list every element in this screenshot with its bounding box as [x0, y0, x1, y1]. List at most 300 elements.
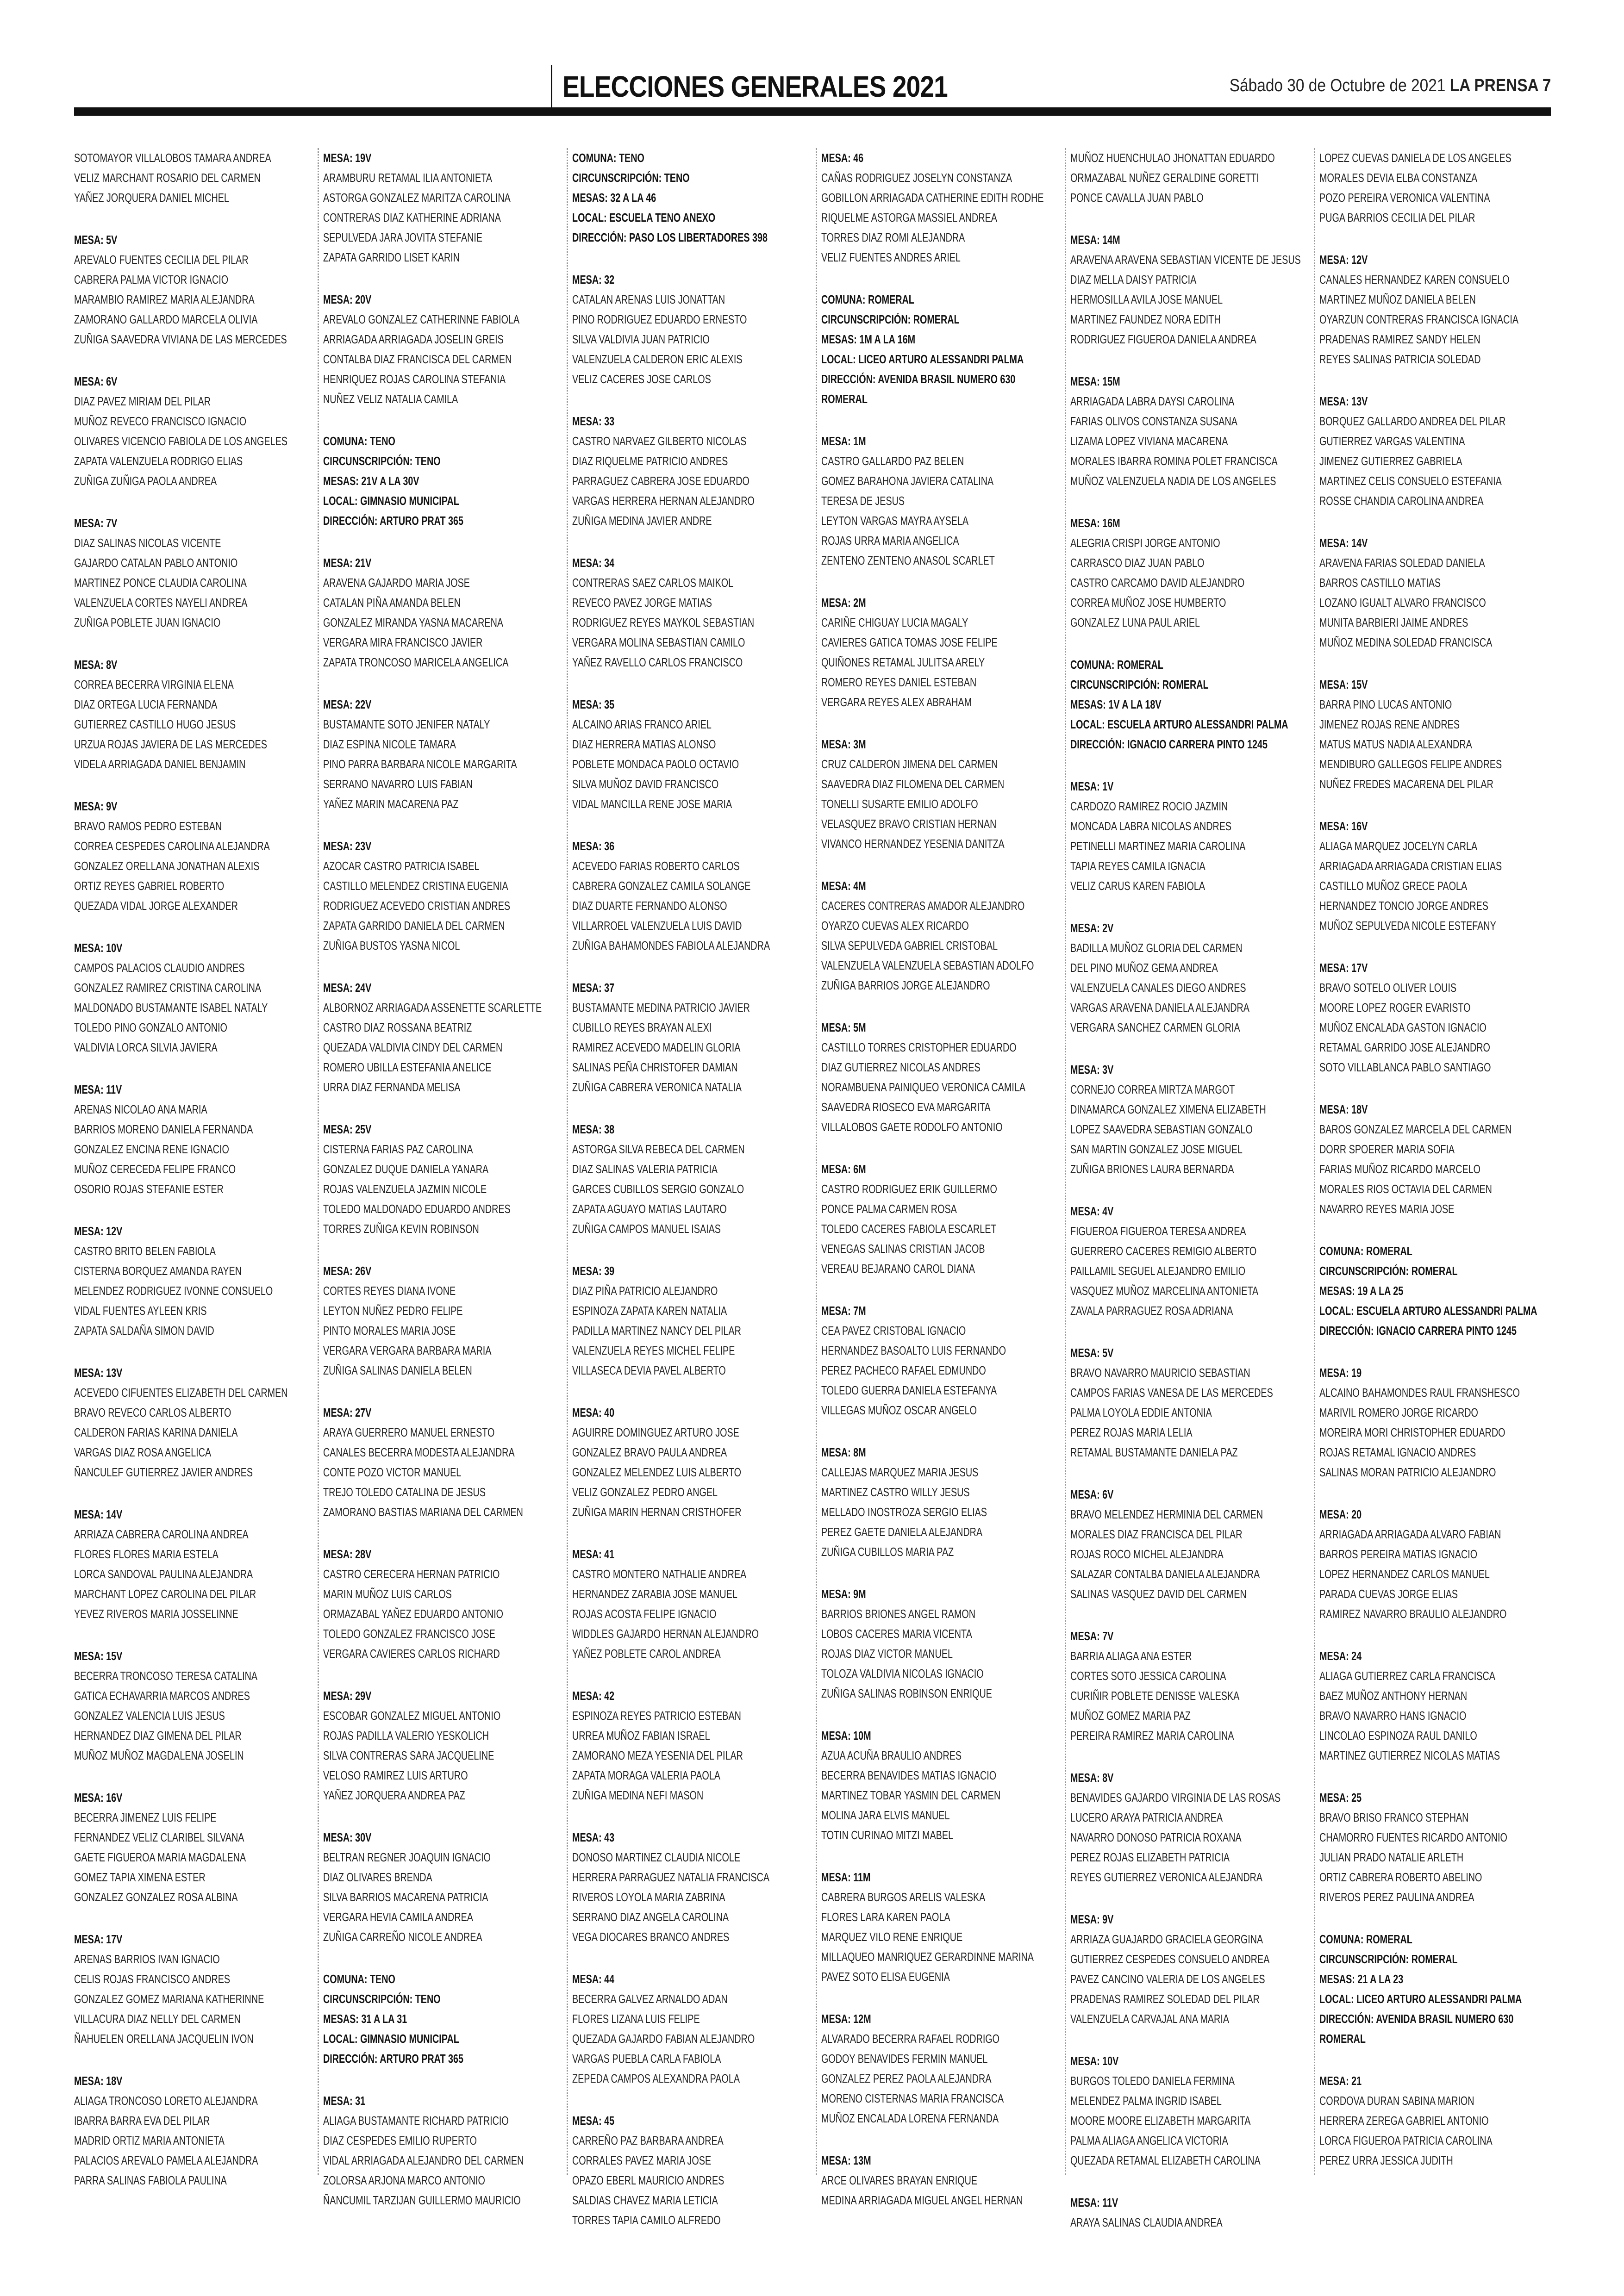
member-name: PINTO MORALES MARIA JOSE: [323, 1324, 456, 1338]
column-4: [821, 148, 1062, 2212]
member-name: TERESA DE JESUS: [821, 494, 905, 508]
member-name: MILLAQUEO MANRIQUEZ GERARDINNE MARINA: [821, 1950, 1034, 1964]
block-heading: COMUNA: ROMERAL: [1319, 1932, 1412, 1946]
polling-block: [323, 695, 564, 814]
member-name: ACEVEDO FARIAS ROBERTO CARLOS: [572, 859, 740, 873]
member-name: MOLINA JARA ELVIS MANUEL: [821, 1808, 950, 1822]
member-name: VIDELA ARRIAGADA DANIEL BENJAMIN: [74, 757, 246, 771]
polling-block: [821, 1867, 1062, 1987]
member-name: BELTRAN REGNER JOAQUIN IGNACIO: [323, 1850, 491, 1864]
block-heading: MESA: 21: [1319, 2074, 1362, 2088]
block-heading: MESA: 13M: [821, 2153, 871, 2167]
member-name: VERGARA HEVIA CAMILA ANDREA: [323, 1910, 473, 1924]
member-name: ARAYA GUERRERO MANUEL ERNESTO: [323, 1425, 495, 1439]
member-name: NAVARRO DONOSO PATRICIA ROXANA: [1070, 1830, 1242, 1844]
member-name: GONZALEZ GONZALEZ ROSA ALBINA: [74, 1890, 238, 1904]
member-name: BRAVO MELENDEZ HERMINIA DEL CARMEN: [1070, 1507, 1263, 1521]
member-name: FLORES LARA KAREN PAOLA: [821, 1910, 950, 1924]
block-heading: MESA: 10V: [74, 941, 123, 955]
polling-block: [323, 1544, 564, 1664]
continued-list: [74, 148, 315, 208]
member-name: CUBILLO REYES BRAYAN ALEXI: [572, 1020, 712, 1034]
member-name: CARRASCO DIAZ JUAN PABLO: [1070, 556, 1205, 570]
polling-block: [1070, 2193, 1311, 2233]
polling-block: [323, 431, 564, 531]
block-heading: LOCAL: ESCUELA TENO ANEXO: [572, 211, 716, 224]
block-heading: MESAS: 1M A LA 16M: [821, 332, 916, 346]
member-name: FERNANDEZ VELIZ CLARIBEL SILVANA: [74, 1830, 244, 1844]
polling-block: [323, 148, 564, 268]
member-name: ZUÑIGA ZUÑIGA PAOLA ANDREA: [74, 474, 217, 488]
polling-block: [1070, 655, 1311, 754]
member-name: ORMAZABAL YAÑEZ EDUARDO ANTONIO: [323, 1607, 504, 1621]
member-name: ZAMORANO MEZA YESENIA DEL PILAR: [572, 1748, 743, 1762]
polling-block: [572, 1686, 813, 1805]
member-name: GONZALEZ MELENDEZ LUIS ALBERTO: [572, 1465, 741, 1479]
member-name: CORREA CESPEDES CAROLINA ALEJANDRA: [74, 839, 270, 853]
member-name: GONZALEZ PEREZ PAOLA ALEJANDRA: [821, 2072, 992, 2085]
member-name: GATICA ECHAVARRIA MARCOS ANDRES: [74, 1689, 250, 1703]
member-name: SAAVEDRA RIOSECO EVA MARGARITA: [821, 1100, 991, 1114]
block-heading: LOCAL: GIMNASIO MUNICIPAL: [323, 494, 459, 508]
member-name: CONTRERAS DIAZ KATHERINE ADRIANA: [323, 211, 501, 224]
member-name: PALMA LOYOLA EDDIE ANTONIA: [1070, 1406, 1212, 1419]
polling-block: [572, 553, 813, 672]
polling-block: [572, 836, 813, 956]
member-name: SILVA SEPULVEDA GABRIEL CRISTOBAL: [821, 939, 998, 952]
member-name: ALCAINO BAHAMONDES RAUL FRANSHESCO: [1319, 1386, 1520, 1400]
member-name: SERRANO DIAZ ANGELA CAROLINA: [572, 1910, 729, 1924]
block-heading: CIRCUNSCRIPCIÓN: ROMERAL: [821, 312, 960, 326]
block-heading: MESA: 13V: [74, 1366, 123, 1380]
member-name: ROJAS RETAMAL IGNACIO ANDRES: [1319, 1445, 1476, 1459]
block-heading: MESA: 41: [572, 1547, 615, 1561]
member-name: LOBOS CACERES MARIA VICENTA: [821, 1627, 972, 1641]
member-name: VIDAL MANCILLA RENE JOSE MARIA: [572, 797, 732, 811]
polling-block: [1070, 372, 1311, 491]
polling-block: [1319, 533, 1560, 653]
member-name: LINCOLAO ESPINOZA RAUL DANILO: [1319, 1729, 1477, 1742]
member-name: ALIAGA TRONCOSO LORETO ALEJANDRA: [74, 2094, 258, 2108]
block-heading: MESA: 35: [572, 697, 615, 711]
member-name: ARENAS NICOLAO ANA MARIA: [74, 1102, 207, 1116]
block-heading: MESA: 12V: [1319, 253, 1368, 267]
member-name: ROJAS ROCO MICHEL ALEJANDRA: [1070, 1547, 1224, 1561]
member-name: VALENZUELA CARVAJAL ANA MARIA: [1070, 2012, 1230, 2026]
member-name: YAÑEZ POBLETE CAROL ANDREA: [572, 1647, 721, 1661]
member-name: BRAVO RAMOS PEDRO ESTEBAN: [74, 819, 222, 833]
member-name: ARRIAZA GUAJARDO GRACIELA GEORGINA: [1070, 1932, 1263, 1946]
block-heading: MESA: 40: [572, 1406, 615, 1419]
member-name: ZAMORANO GALLARDO MARCELA OLIVIA: [74, 312, 258, 326]
column-1: [74, 148, 315, 2212]
member-name: LORCA SANDOVAL PAULINA ALEJANDRA: [74, 1567, 253, 1581]
member-name: CHAMORRO FUENTES RICARDO ANTONIO: [1319, 1830, 1507, 1844]
member-name: LORCA FIGUEROA PATRICIA CAROLINA: [1319, 2134, 1493, 2147]
member-name: VERGARA MIRA FRANCISCO JAVIER: [323, 635, 483, 649]
block-heading: MESA: 17V: [1319, 961, 1368, 975]
member-name: VALENZUELA CORTES NAYELI ANDREA: [74, 596, 248, 610]
member-name: MARTINEZ PONCE CLAUDIA CAROLINA: [74, 576, 247, 590]
polling-block: [572, 1969, 813, 2089]
polling-block: [1319, 1646, 1560, 1766]
member-name: YAÑEZ MARIN MACARENA PAZ: [323, 797, 459, 811]
member-name: HERNANDEZ TONCIO JORGE ANDRES: [1319, 899, 1488, 913]
block-heading: MESA: 5M: [821, 1020, 866, 1034]
member-name: PALMA ALIAGA ANGELICA VICTORIA: [1070, 2134, 1228, 2147]
member-name: PADILLA MARTINEZ NANCY DEL PILAR: [572, 1324, 741, 1338]
polling-block: [74, 513, 315, 633]
member-name: VELASQUEZ BRAVO CRISTIAN HERNAN: [821, 817, 997, 831]
block-heading: MESA: 3M: [821, 737, 866, 751]
polling-block: [74, 1505, 315, 1624]
member-name: VELIZ MARCHANT ROSARIO DEL CARMEN: [74, 171, 261, 185]
member-name: VALENZUELA CALDERON ERIC ALEXIS: [572, 352, 743, 366]
member-name: MUÑOZ REVECO FRANCISCO IGNACIO: [74, 414, 247, 428]
member-name: ROMERO UBILLA ESTEFANIA ANELICE: [323, 1060, 492, 1074]
member-name: PEREZ PACHECO RAFAEL EDMUNDO: [821, 1363, 986, 1377]
member-name: VERGARA CAVIERES CARLOS RICHARD: [323, 1647, 500, 1661]
member-name: ROMERO REYES DANIEL ESTEBAN: [821, 675, 977, 689]
member-name: CARIÑE CHIGUAY LUCIA MAGALY: [821, 616, 968, 629]
block-heading: MESA: 17V: [74, 1932, 123, 1946]
member-name: CISTERNA BORQUEZ AMANDA RAYEN: [74, 1264, 242, 1278]
member-name: GONZALEZ MIRANDA YASNA MACARENA: [323, 616, 504, 629]
member-name: MOREIRA MORI CHRISTOPHER EDUARDO: [1319, 1425, 1505, 1439]
block-heading: MESA: 20V: [323, 292, 372, 306]
block-heading: CIRCUNSCRIPCIÓN: ROMERAL: [1319, 1264, 1458, 1278]
member-name: VALENZUELA REYES MICHEL FELIPE: [572, 1344, 735, 1357]
polling-block: [821, 593, 1062, 712]
member-name: PONCE CAVALLA JUAN PABLO: [1070, 191, 1204, 205]
block-heading: MESA: 7V: [1070, 1629, 1114, 1643]
member-name: DIAZ CESPEDES EMILIO RUPERTO: [323, 2134, 477, 2147]
member-name: ORTIZ CABRERA ROBERTO ABELINO: [1319, 1870, 1482, 1884]
member-name: VALENZUELA VALENZUELA SEBASTIAN ADOLFO: [821, 958, 1034, 972]
block-heading: MESA: 9V: [74, 799, 118, 813]
polling-block: [572, 2111, 813, 2230]
member-name: TOLEDO CACERES FABIOLA ESCARLET: [821, 1222, 997, 1236]
member-name: HENRIQUEZ ROJAS CAROLINA STEFANIA: [323, 372, 506, 386]
polling-block: [1319, 675, 1560, 794]
polling-block: [1070, 1768, 1311, 1887]
member-name: RETAMAL GARRIDO JOSE ALEJANDRO: [1319, 1040, 1490, 1054]
member-name: SILVA MUÑOZ DAVID FRANCISCO: [572, 777, 719, 791]
member-name: CONTE POZO VICTOR MANUEL: [323, 1465, 462, 1479]
member-name: GONZALEZ VALENCIA LUIS JESUS: [74, 1709, 225, 1723]
member-name: CANALES BECERRA MODESTA ALEJANDRA: [323, 1445, 515, 1459]
member-name: CONTALBA DIAZ FRANCISCA DEL CARMEN: [323, 352, 512, 366]
member-name: CACERES CONTRERAS AMADOR ALEJANDRO: [821, 899, 1025, 913]
member-name: FARIAS OLIVOS CONSTANZA SUSANA: [1070, 414, 1237, 428]
member-name: VERGARA REYES ALEX ABRAHAM: [821, 695, 972, 709]
member-name: MUÑOZ GOMEZ MARIA PAZ: [1070, 1709, 1191, 1723]
member-name: PONCE PALMA CARMEN ROSA: [821, 1202, 957, 1216]
member-name: CABRERA PALMA VICTOR IGNACIO: [74, 273, 229, 286]
polling-block: [74, 230, 315, 349]
block-heading: MESA: 12M: [821, 2012, 871, 2026]
member-name: DIAZ PIÑA PATRICIO ALEJANDRO: [572, 1284, 718, 1298]
member-name: MELLADO INOSTROZA SERGIO ELIAS: [821, 1505, 987, 1519]
member-name: MORALES DIAZ FRANCISCA DEL PILAR: [1070, 1527, 1243, 1541]
column-5: [1070, 148, 1311, 2229]
member-name: BAROS GONZALEZ MARCELA DEL CARMEN: [1319, 1122, 1512, 1136]
block-heading: MESA: 36: [572, 839, 615, 853]
polling-block: [821, 1726, 1062, 1845]
issue-date-text: Sábado 30 de Octubre de 2021: [1229, 76, 1446, 95]
member-name: LOPEZ SAAVEDRA SEBASTIAN GONZALO: [1070, 1122, 1253, 1136]
member-name: CARREÑO PAZ BARBARA ANDREA: [572, 2134, 724, 2147]
polling-block: [74, 1221, 315, 1341]
polling-block: [821, 1159, 1062, 1279]
member-name: PAILLAMIL SEGUEL ALEJANDRO EMILIO: [1070, 1264, 1246, 1278]
member-name: VILLASECA DEVIA PAVEL ALBERTO: [572, 1363, 726, 1377]
block-heading: MESA: 28V: [323, 1547, 372, 1561]
member-name: VALENZUELA CANALES DIEGO ANDRES: [1070, 981, 1246, 995]
continued-list: [1319, 148, 1560, 228]
member-name: MADRID ORTIZ MARIA ANTONIETA: [74, 2134, 225, 2147]
member-name: OYARZO CUEVAS ALEX RICARDO: [821, 919, 969, 933]
column-3: [572, 148, 813, 2227]
member-name: ZUÑIGA SALINAS ROBINSON ENRIQUE: [821, 1686, 992, 1700]
member-name: QUEZADA VALDIVIA CINDY DEL CARMEN: [323, 1040, 503, 1054]
member-name: PARRAGUEZ CABRERA JOSE EDUARDO: [572, 474, 750, 488]
polling-block: [74, 796, 315, 916]
member-name: WIDDLES GAJARDO HERNAN ALEJANDRO: [572, 1627, 759, 1641]
member-name: VEGA DIOCARES BRANCO ANDRES: [572, 1930, 730, 1944]
member-name: AREVALO GONZALEZ CATHERINNE FABIOLA: [323, 312, 520, 326]
member-name: NUÑEZ FREDES MACARENA DEL PILAR: [1319, 777, 1493, 791]
member-name: VELIZ FUENTES ANDRES ARIEL: [821, 250, 961, 264]
polling-block: [323, 836, 564, 956]
member-name: PALACIOS AREVALO PAMELA ALEJANDRA: [74, 2153, 258, 2167]
member-name: ARAVENA GAJARDO MARIA JOSE: [323, 576, 470, 590]
member-name: CANALES HERNANDEZ KAREN CONSUELO: [1319, 273, 1510, 286]
block-heading: DIRECCIÓN: AVENIDA BRASIL NUMERO 630: [821, 372, 1016, 386]
member-name: FLORES FLORES MARIA ESTELA: [74, 1547, 219, 1561]
block-heading: MESA: 16V: [1319, 819, 1368, 833]
member-name: ÑAHUELEN ORELLANA JACQUELIN IVON: [74, 2032, 254, 2046]
member-name: JIMENEZ GUTIERREZ GABRIELA: [1319, 454, 1462, 468]
block-heading: MESA: 5V: [74, 233, 118, 247]
block-heading: MESA: 8M: [821, 1445, 866, 1459]
column-2: [323, 148, 564, 2212]
block-heading: COMUNA: ROMERAL: [1319, 1244, 1412, 1258]
member-name: ROSSE CHANDIA CAROLINA ANDREA: [1319, 494, 1484, 508]
block-heading: COMUNA: ROMERAL: [1070, 658, 1163, 672]
member-name: ZUÑIGA MARIN HERNAN CRISTHOFER: [572, 1505, 742, 1519]
block-heading: MESA: 46: [821, 151, 864, 165]
member-name: VELOSO RAMIREZ LUIS ARTURO: [323, 1768, 468, 1782]
block-heading: MESA: 3V: [1070, 1063, 1114, 1076]
member-name: MARTINEZ CELIS CONSUELO ESTEFANIA: [1319, 474, 1502, 488]
member-name: QUEZADA VIDAL JORGE ALEXANDER: [74, 899, 238, 913]
member-name: SILVA BARRIOS MACARENA PATRICIA: [323, 1890, 488, 1904]
block-heading: LOCAL: GIMNASIO MUNICIPAL: [323, 2032, 459, 2046]
member-name: VASQUEZ MUÑOZ MARCELINA ANTONIETA: [1070, 1284, 1259, 1298]
member-name: OYARZUN CONTRERAS FRANCISCA IGNACIA: [1319, 312, 1519, 326]
member-name: GONZALEZ GOMEZ MARIANA KATHERINNE: [74, 1992, 264, 2006]
member-name: TORRES TAPIA CAMILO ALFREDO: [572, 2213, 721, 2227]
block-heading: MESA: 24V: [323, 981, 372, 995]
block-heading: DIRECCIÓN: ARTURO PRAT 365: [323, 514, 464, 528]
member-name: URRA DIAZ FERNANDA MELISA: [323, 1080, 461, 1094]
member-name: ZOLORSA ARJONA MARCO ANTONIO: [323, 2173, 485, 2187]
issue-date: [1229, 76, 1551, 96]
block-heading: MESA: 12V: [74, 1224, 123, 1238]
member-name: CISTERNA FARIAS PAZ CAROLINA: [323, 1142, 473, 1156]
member-name: OLIVARES VICENCIO FABIOLA DE LOS ANGELES: [74, 434, 287, 448]
member-name: ARAVENA FARIAS SOLEDAD DANIELA: [1319, 556, 1485, 570]
member-name: PINO RODRIGUEZ EDUARDO ERNESTO: [572, 312, 747, 326]
member-name: ORTIZ REYES GABRIEL ROBERTO: [74, 879, 225, 893]
polling-block: [1319, 1363, 1560, 1482]
member-name: MELENDEZ PALMA INGRID ISABEL: [1070, 2094, 1222, 2108]
block-heading: MESA: 44: [572, 1972, 615, 1986]
member-name: PAVEZ SOTO ELISA EUGENIA: [821, 1970, 950, 1984]
member-name: ASTORGA SILVA REBECA DEL CARMEN: [572, 1142, 745, 1156]
member-name: ZUÑIGA MEDINA NEFI MASON: [572, 1788, 704, 1802]
block-heading: CIRCUNSCRIPCIÓN: TENO: [323, 454, 441, 468]
member-name: BARRIA ALIAGA ANA ESTER: [1070, 1649, 1192, 1663]
member-name: GONZALEZ DUQUE DANIELA YANARA: [323, 1162, 489, 1176]
polling-block: [323, 1403, 564, 1522]
member-name: ARRIAGADA ARRIAGADA CRISTIAN ELIAS: [1319, 859, 1502, 873]
member-name: LEYTON NUÑEZ PEDRO FELIPE: [323, 1304, 463, 1318]
member-name: ORMAZABAL NUÑEZ GERALDINE GORETTI: [1070, 171, 1259, 185]
member-name: MELENDEZ RODRIGUEZ IVONNE CONSUELO: [74, 1284, 273, 1298]
block-heading: MESA: 19: [1319, 1366, 1362, 1380]
member-name: MUNITA BARBIERI JAIME ANDRES: [1319, 616, 1468, 629]
member-name: BUSTAMANTE SOTO JENIFER NATALY: [323, 717, 490, 731]
member-name: RAMIREZ ACEVEDO MADELIN GLORIA: [572, 1040, 741, 1054]
member-name: ÑANCULEF GUTIERREZ JAVIER ANDRES: [74, 1465, 253, 1479]
member-name: VELIZ CARUS KAREN FABIOLA: [1070, 879, 1205, 893]
member-name: ZUÑIGA CABRERA VERONICA NATALIA: [572, 1080, 742, 1094]
member-name: ZAPATA VALENZUELA RODRIGO ELIAS: [74, 454, 243, 468]
member-name: GONZALEZ BRAVO PAULA ANDREA: [572, 1445, 727, 1459]
member-name: ARAMBURU RETAMAL ILIA ANTONIETA: [323, 171, 492, 185]
block-heading: MESA: 8V: [74, 658, 118, 672]
block-heading: MESA: 42: [572, 1689, 615, 1703]
member-name: RODRIGUEZ FIGUEROA DANIELA ANDREA: [1070, 332, 1256, 346]
member-name: VILLACURA DIAZ NELLY DEL CARMEN: [74, 2012, 241, 2026]
member-name: PETINELLI MARTINEZ MARIA CAROLINA: [1070, 839, 1246, 853]
member-name: MEDINA ARRIAGADA MIGUEL ANGEL HERNAN: [821, 2193, 1023, 2207]
polling-block: [74, 1788, 315, 1907]
block-heading: MESA: 34: [572, 556, 615, 570]
member-name: VARGAS HERRERA HERNAN ALEJANDRO: [572, 494, 755, 508]
member-name: SAAVEDRA DIAZ FILOMENA DEL CARMEN: [821, 777, 1005, 791]
member-name: TOTIN CURINAO MITZI MABEL: [821, 1828, 954, 1842]
polling-block: [572, 270, 813, 389]
member-name: SEPULVEDA JARA JOVITA STEFANIE: [323, 230, 483, 244]
polling-block: [1319, 958, 1560, 1077]
polling-block: [323, 1969, 564, 2069]
block-heading: MESA: 7V: [74, 516, 118, 530]
member-name: CALDERON FARIAS KARINA DANIELA: [74, 1425, 238, 1439]
member-name: ARRIAZA CABRERA CAROLINA ANDREA: [74, 1527, 249, 1541]
member-name: BECERRA JIMENEZ LUIS FELIPE: [74, 1811, 217, 1824]
member-name: CASTRO CARCAMO DAVID ALEJANDRO: [1070, 576, 1245, 590]
member-name: MUÑOZ HUENCHULAO JHONATTAN EDUARDO: [1070, 151, 1275, 165]
member-name: RAMIREZ NAVARRO BRAULIO ALEJANDRO: [1319, 1607, 1507, 1621]
polling-block: [821, 2009, 1062, 2128]
block-heading: MESA: 20: [1319, 1507, 1362, 1521]
member-name: GAJARDO CATALAN PABLO ANTONIO: [74, 556, 238, 570]
member-name: RIVEROS PEREZ PAULINA ANDREA: [1319, 1890, 1474, 1904]
block-heading: MESAS: 31 A LA 31: [323, 2012, 407, 2026]
member-name: HERNANDEZ DIAZ GIMENA DEL PILAR: [74, 1729, 242, 1742]
block-heading: CIRCUNSCRIPCIÓN: ROMERAL: [1319, 1952, 1458, 1966]
member-name: HERNANDEZ BASOALTO LUIS FERNANDO: [821, 1344, 1006, 1357]
column-separator: [1065, 148, 1066, 2175]
member-name: CABRERA GONZALEZ CAMILA SOLANGE: [572, 879, 751, 893]
member-name: TAPIA REYES CAMILA IGNACIA: [1070, 859, 1206, 873]
member-name: CASTRO BRITO BELEN FABIOLA: [74, 1244, 216, 1258]
member-name: AGUIRRE DOMINGUEZ ARTURO JOSE: [572, 1425, 739, 1439]
block-heading: MESA: 30V: [323, 1830, 372, 1844]
member-name: VENEGAS SALINAS CRISTIAN JACOB: [821, 1242, 985, 1256]
polling-block: [572, 695, 813, 814]
member-name: ESCOBAR GONZALEZ MIGUEL ANTONIO: [323, 1709, 501, 1723]
block-heading: MESA: 6V: [74, 374, 118, 388]
member-name: BURGOS TOLEDO DANIELA FERMINA: [1070, 2074, 1235, 2088]
member-name: BARROS CASTILLO MATIAS: [1319, 576, 1441, 590]
member-name: BECERRA GALVEZ ARNALDO ADAN: [572, 1992, 728, 2006]
polling-block: [821, 1584, 1062, 1704]
member-name: VILLARROEL VALENZUELA LUIS DAVID: [572, 919, 742, 933]
block-heading: MESA: 25V: [323, 1122, 372, 1136]
voter-list-columns: [74, 148, 1551, 2229]
member-name: DINAMARCA GONZALEZ XIMENA ELIZABETH: [1070, 1102, 1266, 1116]
member-name: TORRES ZUÑIGA KEVIN ROBINSON: [323, 1222, 479, 1236]
polling-block: [323, 1261, 564, 1381]
member-name: ZUÑIGA BARRIOS JORGE ALEJANDRO: [821, 978, 990, 992]
polling-block: [821, 1018, 1062, 1137]
member-name: GOMEZ TAPIA XIMENA ESTER: [74, 1870, 206, 1884]
member-name: ALIAGA BUSTAMANTE RICHARD PATRICIO: [323, 2114, 509, 2128]
member-name: CORDOVA DURAN SABINA MARION: [1319, 2094, 1474, 2108]
member-name: BORQUEZ GALLARDO ANDREA DEL PILAR: [1319, 414, 1506, 428]
polling-block: [74, 372, 315, 491]
member-name: BADILLA MUÑOZ GLORIA DEL CARMEN: [1070, 941, 1243, 955]
member-name: CASTILLO TORRES CRISTOPHER EDUARDO: [821, 1040, 1017, 1054]
member-name: FLORES LIZANA LUIS FELIPE: [572, 2012, 700, 2026]
member-name: DIAZ PAVEZ MIRIAM DEL PILAR: [74, 394, 211, 408]
block-heading: MESA: 21V: [323, 556, 372, 570]
member-name: ZUÑIGA CAMPOS MANUEL ISAIAS: [572, 1222, 721, 1236]
member-name: CASTRO DIAZ ROSSANA BEATRIZ: [323, 1020, 472, 1034]
member-name: HERNANDEZ ZARABIA JOSE MANUEL: [572, 1587, 737, 1601]
block-heading: MESA: 10M: [821, 1729, 871, 1742]
member-name: REYES SALINAS PATRICIA SOLEDAD: [1319, 352, 1481, 366]
member-name: PEREZ ROJAS MARIA LELIA: [1070, 1425, 1193, 1439]
member-name: URZUA ROJAS JAVIERA DE LAS MERCEDES: [74, 737, 267, 751]
member-name: ZAPATA GARRIDO DANIELA DEL CARMEN: [323, 919, 505, 933]
member-name: DIAZ RIQUELME PATRICIO ANDRES: [572, 454, 728, 468]
member-name: ROJAS PADILLA VALERIO YESKOLICH: [323, 1729, 489, 1742]
member-name: VERGARA MOLINA SEBASTIAN CAMILO: [572, 635, 745, 649]
block-heading: MESA: 4M: [821, 879, 866, 893]
polling-block: [1319, 392, 1560, 511]
member-name: MORENO CISTERNAS MARIA FRANCISCA: [821, 2091, 1004, 2105]
polling-block: [1070, 1485, 1311, 1604]
member-name: DONOSO MARTINEZ CLAUDIA NICOLE: [572, 1850, 741, 1864]
block-heading: DIRECCIÓN: ARTURO PRAT 365: [323, 2052, 464, 2066]
member-name: VARGAS ARAVENA DANIELA ALEJANDRA: [1070, 1001, 1249, 1014]
member-name: OSORIO ROJAS STEFANIE ESTER: [74, 1182, 224, 1196]
